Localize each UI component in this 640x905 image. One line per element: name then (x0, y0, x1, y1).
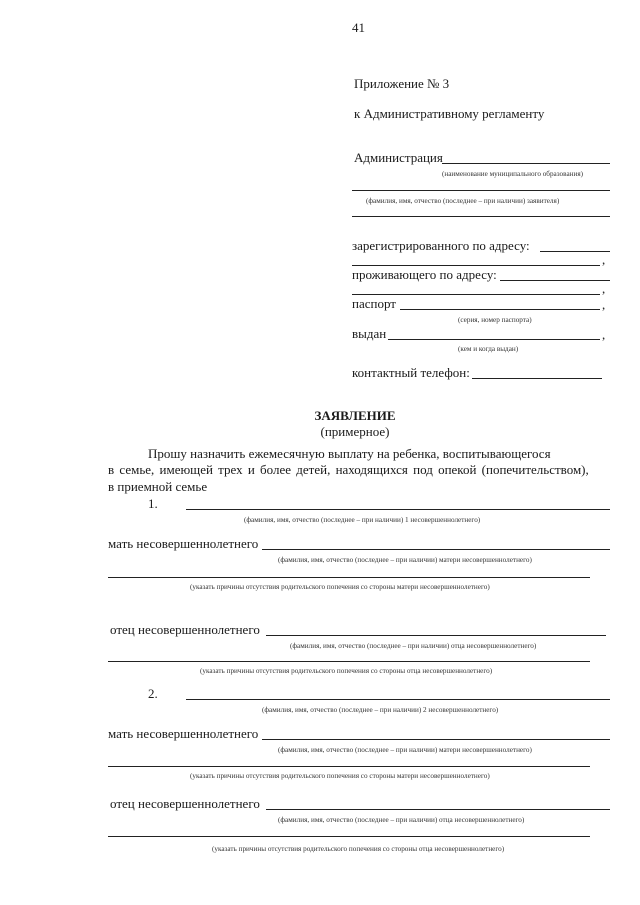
applicant-field[interactable] (352, 190, 610, 191)
administration-field[interactable] (442, 163, 610, 164)
passport-field[interactable] (400, 309, 600, 310)
child-1-mother-reason-hint: (указать причины отсутствия родительского попечения со стороны матери несовершеннолетнего) (190, 583, 490, 591)
child-2-name-field[interactable] (186, 699, 610, 700)
issued-field[interactable] (388, 339, 600, 340)
administration-label: Администрация (354, 150, 443, 165)
child-1-father-reason-hint: (указать причины отсутствия родительского попечения со стороны отца несовершеннолетнего) (200, 667, 493, 675)
statement-line-2: в семье, имеющей трех и более детей, находящихся под опекой (попечительством), (108, 462, 589, 477)
child-2-name-hint: (фамилия, имя, отчество (последнее – при наличии) 2 несовершеннолетнего) (262, 706, 499, 714)
child-1-father-label: отец несовершеннолетнего (110, 622, 260, 637)
child-1-name-hint: (фамилия, имя, отчество (последнее – при наличии) 1 несовершеннолетнего) (244, 516, 481, 524)
statement-line-3: в приемной семье (108, 479, 208, 494)
child-2-number: 2. (148, 686, 158, 701)
registered-label: зарегистрированного по адресу: (352, 238, 530, 253)
child-1-father-reason-field[interactable] (108, 661, 590, 662)
administration-hint: (наименование муниципального образования) (442, 170, 584, 178)
appendix-title: Приложение № 3 (354, 76, 450, 91)
phone-label: контактный телефон: (352, 365, 470, 380)
child-1-mother-field[interactable] (262, 549, 610, 550)
statement-line-1: Прошу назначить ежемесячную выплату на ребенка, воспитывающегося (148, 446, 551, 461)
applicant-hint: (фамилия, имя, отчество (последнее – при наличии) заявителя) (366, 197, 560, 205)
child-2-mother-hint: (фамилия, имя, отчество (последнее – при наличии) матери несовершеннолетнего) (278, 746, 532, 754)
child-2-mother-reason-field[interactable] (108, 766, 590, 767)
phone-field[interactable] (472, 378, 602, 379)
issued-hint: (кем и когда выдан) (458, 345, 519, 353)
registered-field[interactable] (540, 251, 610, 252)
passport-label: паспорт (352, 296, 396, 311)
child-2-mother-field[interactable] (262, 739, 610, 740)
child-1-number: 1. (148, 496, 158, 511)
residing-field-2[interactable] (352, 294, 600, 295)
statement-title: ЗАЯВЛЕНИЕ (314, 408, 396, 423)
child-2-mother-reason-hint: (указать причины отсутствия родительского попечения со стороны матери несовершеннолетнего) (190, 772, 490, 780)
child-1-father-field[interactable] (266, 635, 606, 636)
child-2-father-reason-field[interactable] (108, 836, 590, 837)
passport-hint: (серия, номер паспорта) (458, 316, 532, 324)
child-2-mother-label: мать несовершеннолетнего (108, 726, 259, 741)
child-1-mother-hint: (фамилия, имя, отчество (последнее – при наличии) матери несовершеннолетнего) (278, 556, 532, 564)
residing-label: проживающего по адресу: (352, 267, 497, 282)
appendix-subtitle: к Административному регламенту (354, 106, 545, 121)
passport-comma: , (602, 297, 606, 312)
child-1-mother-label: мать несовершеннолетнего (108, 536, 259, 551)
child-1-name-field[interactable] (186, 509, 610, 510)
child-1-mother-reason-field[interactable] (108, 577, 590, 578)
applicant-field-2[interactable] (352, 216, 610, 217)
child-2-father-label: отец несовершеннолетнего (110, 796, 260, 811)
child-1-father-hint: (фамилия, имя, отчество (последнее – при наличии) отца несовершеннолетнего) (290, 642, 537, 650)
registered-comma: , (602, 252, 606, 267)
issued-comma: , (602, 327, 606, 342)
child-2-father-reason-hint: (указать причины отсутствия родительского попечения со стороны отца несовершеннолетнего) (212, 845, 505, 853)
page-number: 41 (352, 20, 365, 35)
issued-label: выдан (352, 326, 387, 341)
child-2-father-hint: (фамилия, имя, отчество (последнее – при наличии) отца несовершеннолетнего) (278, 816, 525, 824)
statement-subtitle: (примерное) (320, 424, 390, 439)
residing-comma: , (602, 281, 606, 296)
child-2-father-field[interactable] (266, 809, 610, 810)
registered-field-2[interactable] (352, 265, 600, 266)
residing-field[interactable] (500, 280, 610, 281)
